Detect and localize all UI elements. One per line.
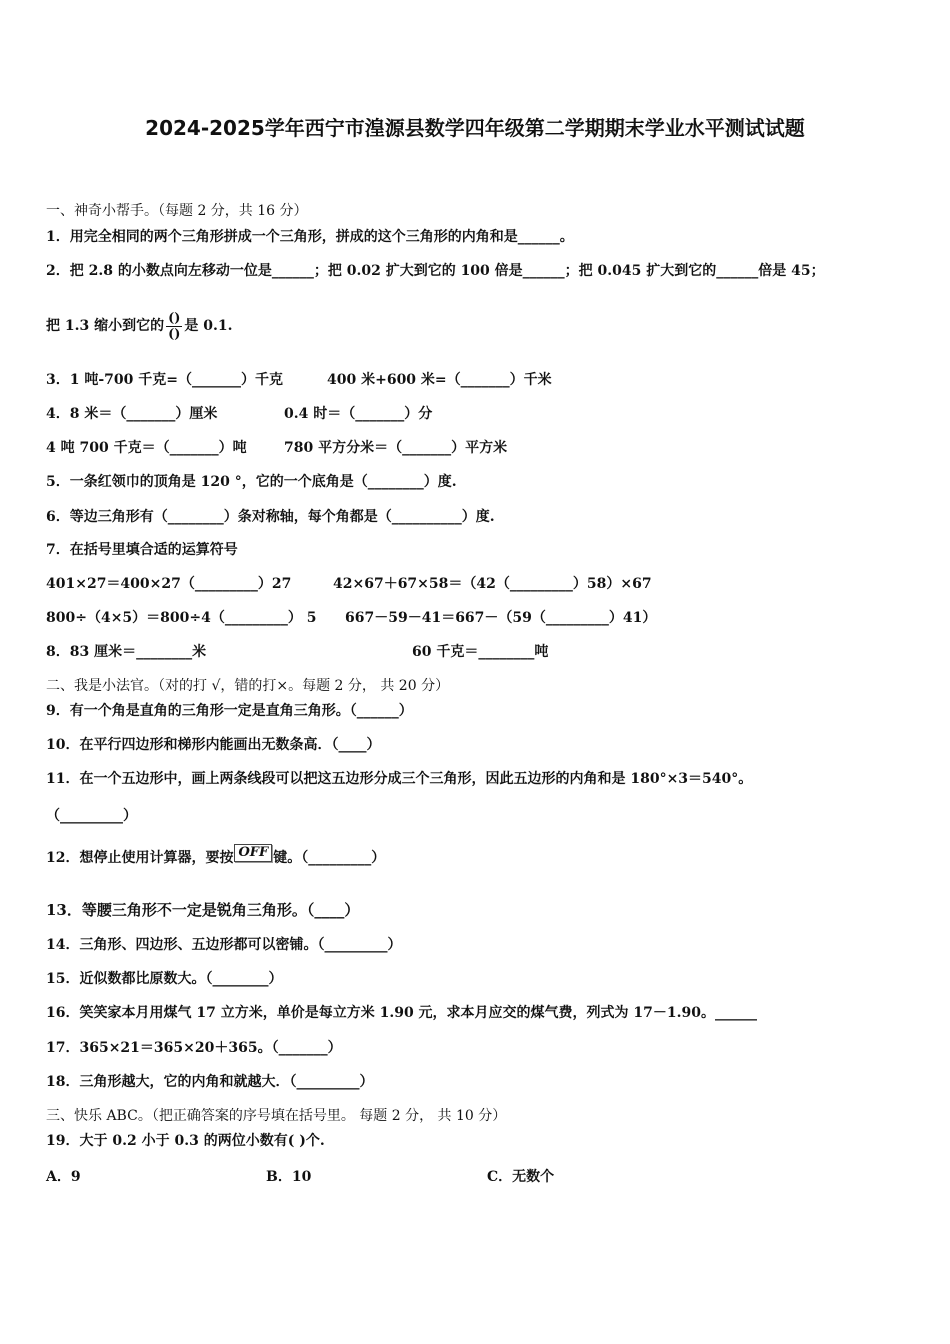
fraction-numerator: () [168,310,181,326]
question-12-prefix: 12．想停止使用计算器，要按 [46,850,234,866]
question-11: 11．在一个五边形中，画上两条线段可以把这五边形分成三个三角形，因此五边形的内角和是 180°×3＝540°。 [46,771,753,787]
question-14: 14．三角形、四边形、五边形都可以密铺。（_________） [46,937,402,953]
option-a: A．9 [46,1169,81,1185]
question-4a: 4．8 米＝（_______）厘米 [46,406,218,422]
section-1-heading: 一、神奇小帮手。（每题 2 分，共 16 分） [46,203,308,219]
question-17: 17．365×21＝365×20＋365。（_______） [46,1040,342,1056]
question-8b: 60 千克＝________吨 [412,644,549,660]
page-title: 2024-2025学年西宁市湟源县数学四年级第二学期期末学业水平测试试题 [145,116,805,140]
question-7c: 800÷（4×5）＝800÷4（_________） 5 [46,610,317,626]
question-8a: 8．83 厘米＝________米 [46,644,207,660]
question-7: 7．在括号里填合适的运算符号 [46,542,238,558]
option-c: C．无数个 [487,1169,555,1185]
question-12 [46,838,385,878]
question-5: 5．一条红领巾的顶角是 120 °，它的一个底角是（________）度. [46,474,457,490]
question-3a: 3．1 吨-700 千克=（_______）千克 [46,372,283,388]
question-9: 9．有一个角是直角的三角形一定是直角三角形。（______） [46,703,413,719]
question-4b: 0.4 时＝（_______）分 [284,406,433,422]
question-7a: 401×27＝400×27（_________）27 [46,576,292,592]
section-2-heading: 二、我是小法官。（对的打 √，错的打×。每题 2 分， 共 20 分） [46,678,450,694]
question-16: 16．笑笑家本月用煤气 17 立方米，单价是每立方米 1.90 元，求本月应交的煤气费，列式为 17－1.90。______ [46,1005,758,1021]
off-key-icon: OFF [234,844,272,862]
question-12-suffix: 键。（_________） [273,850,386,866]
question-13: 13．等腰三角形不一定是锐角三角形。（____） [46,901,360,919]
question-11-answer: （_________） [46,808,137,824]
question-2-suffix: 是 0.1. [184,318,233,334]
question-4d: 780 平方分米＝（_______）平方米 [284,440,508,456]
question-1: 1．用完全相同的两个三角形拼成一个三角形，拼成的这个三角形的内角和是______。 [46,229,574,245]
question-2: 2．把 2.8 的小数点向左移动一位是______；把 0.02 扩大到它的 100 倍是______；把 0.045 扩大到它的______倍是 45； [46,263,825,279]
question-15: 15．近似数都比原数大。（________） [46,971,283,987]
question-2-prefix: 把 1.3 缩小到它的 [46,318,165,334]
question-19: 19．大于 0.2 小于 0.3 的两位小数有( )个. [46,1133,325,1149]
blank-fraction [166,312,182,341]
question-6: 6．等边三角形有（________）条对称轴，每个角都是（__________）度. [46,509,495,525]
question-7b: 42×67＋67×58＝（42（_________）58）×67 [333,576,652,592]
option-b: B．10 [266,1169,312,1185]
question-18: 18．三角形越大，它的内角和就越大．（_________） [46,1074,374,1090]
question-7d: 667－59－41＝667－（59（_________）41） [345,610,657,626]
question-2-continued [46,306,233,346]
question-10: 10．在平行四边形和梯形内能画出无数条高．（____） [46,737,381,753]
fraction-denominator: () [168,326,181,342]
section-3-heading: 三、快乐 ABC。（把正确答案的序号填在括号里。 每题 2 分， 共 10 分） [46,1108,507,1124]
question-4c: 4 吨 700 千克＝（_______）吨 [46,440,247,456]
question-3b: 400 米+600 米=（_______）千米 [327,372,552,388]
